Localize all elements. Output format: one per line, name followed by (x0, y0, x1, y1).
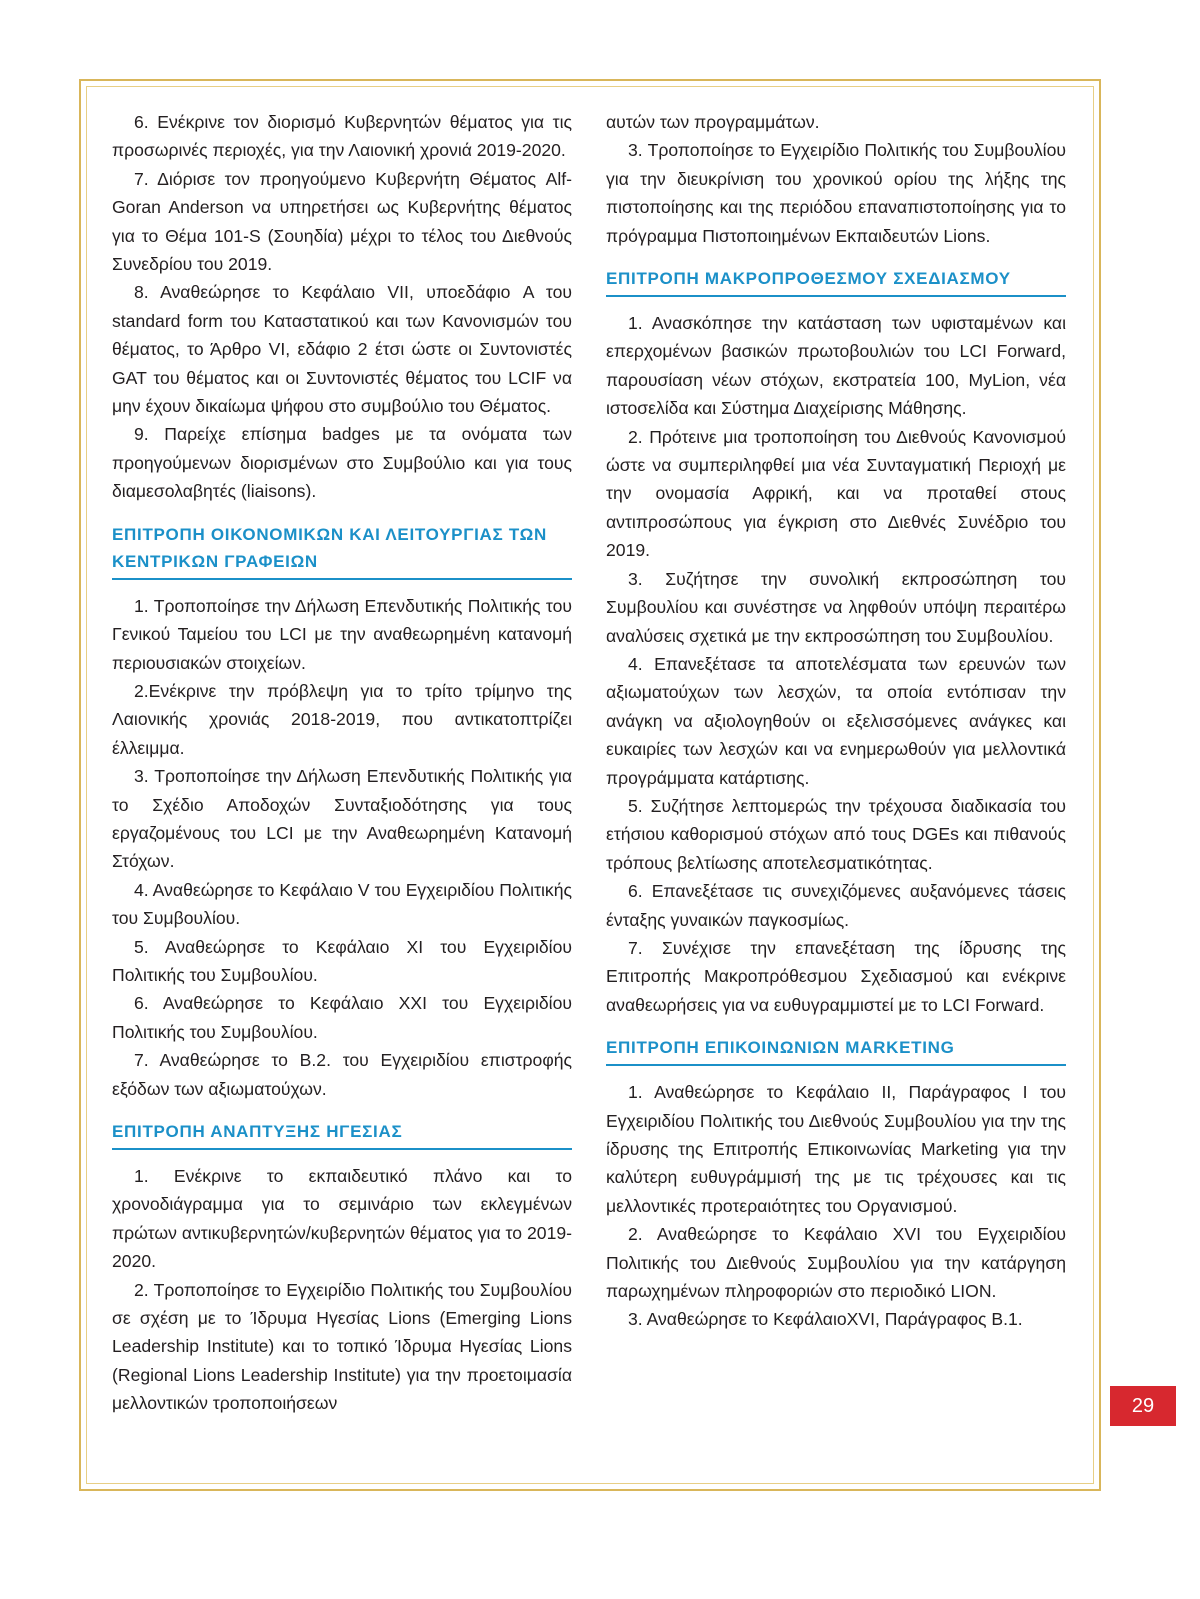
paragraph: 6. Ενέκρινε τον διορισμό Κυβερνητών θέματος για τις προσωρινές περιοχές, για την Λαιονική χρονιά 2019-2020. (112, 112, 572, 161)
paragraph: 2.Ενέκρινε την πρόβλεψη για το τρίτο τρίμηνο της Λαιονικής χρονιάς 2018-2019, που αντικατοπτρίζει έλλειμμα. (112, 680, 572, 758)
paragraph: 9. Παρείχε επίσημα badges με τα ονόματα των προηγούμενων διορισμένων στο Συμβούλιο και για τους διαμεσολαβητές (liaisons). (112, 424, 572, 502)
page-number-badge: 29 (1110, 1386, 1176, 1426)
paragraph: 7. Συνέχισε την επανεξέταση της ίδρυσης της Επιτροπής Μακροπρόθεσμου Σχεδιασμού και ενέκρινε αναθεωρήσεις για να ευθυγραμμιστεί με το LCI Forward. (606, 937, 1066, 1015)
paragraph: 2. Τροποποίησε το Εγχειρίδιο Πολιτικής του Συμβουλίου σε σχέση με το Ίδρυμα Ηγεσίας Lions (Emerging Lions Leadership Institute) και το τοπικό Ίδρυμα Ηγεσίας Lions (Regional Lions Leadership Institute) για την προετοιμασία μελλοντικών τροποποιήσεων (112, 1279, 572, 1414)
section-heading-long-range: ΕΠΙΤΡΟΠΗ ΜΑΚΡΟΠΡΟΘΕΣΜΟΥ ΣΧΕΔΙΑΣΜΟΥ (606, 265, 1066, 297)
paragraph: 1. Αναθεώρησε το Κεφάλαιο II, Παράγραφος I του Εγχειριδίου Πολιτικής του Διεθνούς Συμβουλίου για την της ίδρυσης της Επιτροπής Επικοινωνίας Marketing για την καλύτερη ευθυγράμμισή της με τις τρέχουσες και τις μελλοντικές προτεραιότητες του Οργανισμού. (606, 1082, 1066, 1216)
paragraph: 5. Συζήτησε λεπτομερώς την τρέχουσα διαδικασία του ετήσιου καθορισμού στόχων από τους DGEs και πιθανούς τρόπους βελτίωσης αποτελεσματικότητας. (606, 795, 1066, 873)
paragraph: 3. Τροποποίησε την Δήλωση Επενδυτικής Πολιτικής για το Σχέδιο Αποδοχών Συνταξιοδότησης για τους εργαζομένους του LCI με την Αναθεωρημένη Κατανομή Στόχων. (112, 766, 572, 872)
paragraph: 7. Διόρισε τον προηγούμενο Κυβερνήτη Θέματος Alf-Goran Anderson να υπηρετήσει ως Κυβερνήτης θέματος για το Θέμα 101-S (Σουηδία) μέχρι το τέλος του Διεθνούς Συνεδρίου του 2019. (112, 168, 572, 275)
left-column (112, 108, 572, 1418)
paragraph: 2. Πρότεινε μια τροποποίηση του Διεθνούς Κανονισμού ώστε να συμπεριληφθεί μια νέα Συνταγματική Περιοχή με την ονομασία Αφρική, και να προταθεί στους αντιπροσώπους για έγκριση στο Διεθνές Συνέδριο του 2019. (606, 426, 1066, 561)
paragraph: 8. Αναθεώρησε το Κεφάλαιο VII, υποεδάφιο A του standard form του Καταστατικού και των Κανονισμών του θέματος, το Άρθρο VI, εδάφιο 2 έτσι ώστε οι Συντονιστές GAT του θέματος και οι Συντονιστές θέματος του LCIF να μην έχουν δικαίωμα ψήφου στο συμβούλιο του Θέματος. (112, 282, 572, 417)
paragraph: 6. Αναθεώρησε το Κεφάλαιο XXI του Εγχειριδίου Πολιτικής του Συμβουλίου. (112, 993, 572, 1042)
paragraph: 7. Αναθεώρησε το B.2. του Εγχειριδίου επιστροφής εξόδων των αξιωματούχων. (112, 1050, 572, 1099)
paragraph: 6. Επανεξέτασε τις συνεχιζόμενες αυξανόμενες τάσεις ένταξης γυναικών παγκοσμίως. (606, 881, 1066, 930)
section-heading-marketing: ΕΠΙΤΡΟΠΗ ΕΠΙΚΟΙΝΩΝΙΩΝ MARKETING (606, 1034, 1066, 1066)
paragraph: 5. Αναθεώρησε το Κεφάλαιο XI του Εγχειριδίου Πολιτικής του Συμβουλίου. (112, 936, 572, 985)
right-column (606, 108, 1066, 1334)
paragraph: 3. Συζήτησε την συνολική εκπροσώπηση του Συμβουλίου και συνέστησε να ληφθούν υπόψη περαιτέρω αναλύσεις σχετικά με την εκπροσώπηση του Συμβουλίου. (606, 568, 1066, 646)
section-heading-finance: ΕΠΙΤΡΟΠΗ ΟΙΚΟΝΟΜΙΚΩΝ ΚΑΙ ΛΕΙΤΟΥΡΓΙΑΣ ΤΩΝ ΚΕΝΤΡΙΚΩΝ ΓΡΑΦΕΙΩΝ (112, 521, 572, 580)
paragraph-continuation: αυτών των προγραμμάτων. (606, 112, 820, 132)
paragraph: 4. Αναθεώρησε το Κεφάλαιο V του Εγχειριδίου Πολιτικής του Συμβουλίου. (112, 879, 572, 929)
paragraph: 4. Επανεξέτασε τα αποτελέσματα των ερευνών των αξιωματούχων των λεσχών, τα οποία εντόπισαν την ανάγκη να αξιολογηθούν οι εξελισσόμενες ανάγκες και ευκαιρίες των λεσχών και να ενημερωθούν για μελλοντικά προγράμματα κατάρτισης. (606, 653, 1066, 788)
paragraph: 1. Τροποποίησε την Δήλωση Επενδυτικής Πολιτικής του Γενικού Ταμείου του LCI με την αναθεωρημένη κατανομή περιουσιακών στοιχείων. (112, 595, 572, 673)
paragraph: 3. Τροποποίησε το Εγχειρίδιο Πολιτικής του Συμβουλίου για την διευκρίνιση του χρονικού ορίου της λήξης της πιστοποίησης και της περιόδου επαναπιστοποίησης για το πρόγραμμα Πιστοποιημένων Εκπαιδευτών Lions. (606, 140, 1066, 246)
paragraph: 2. Αναθεώρησε το Κεφάλαιο XVI του Εγχειριδίου Πολιτικής του Διεθνούς Συμβουλίου για την κατάργηση παρωχημένων πληροφοριών στο περιοδικό LION. (606, 1224, 1066, 1302)
section-heading-leadership: ΕΠΙΤΡΟΠΗ ΑΝΑΠΤΥΞΗΣ ΗΓΕΣΙΑΣ (112, 1118, 572, 1150)
paragraph: 1. Ενέκρινε το εκπαιδευτικό πλάνο και το χρονοδιάγραμμα για το σεμινάριο των εκλεγμένων πρώτων αντικυβερνητών/κυβερνητών θέματος για το 2019-2020. (112, 1166, 572, 1272)
paragraph: 3. Αναθεώρησε το ΚεφάλαιοXVI, Παράγραφος B.1. (628, 1309, 1023, 1330)
paragraph: 1. Ανασκόπησε την κατάσταση των υφισταμένων και επερχομένων βασικών πρωτοβουλιών του LCI Forward, παρουσίαση νέων στόχων, εκστρατεία 100, MyLion, νέα ιστοσελίδα και Σύστημα Διαχείρισης Μάθησης. (606, 313, 1066, 419)
